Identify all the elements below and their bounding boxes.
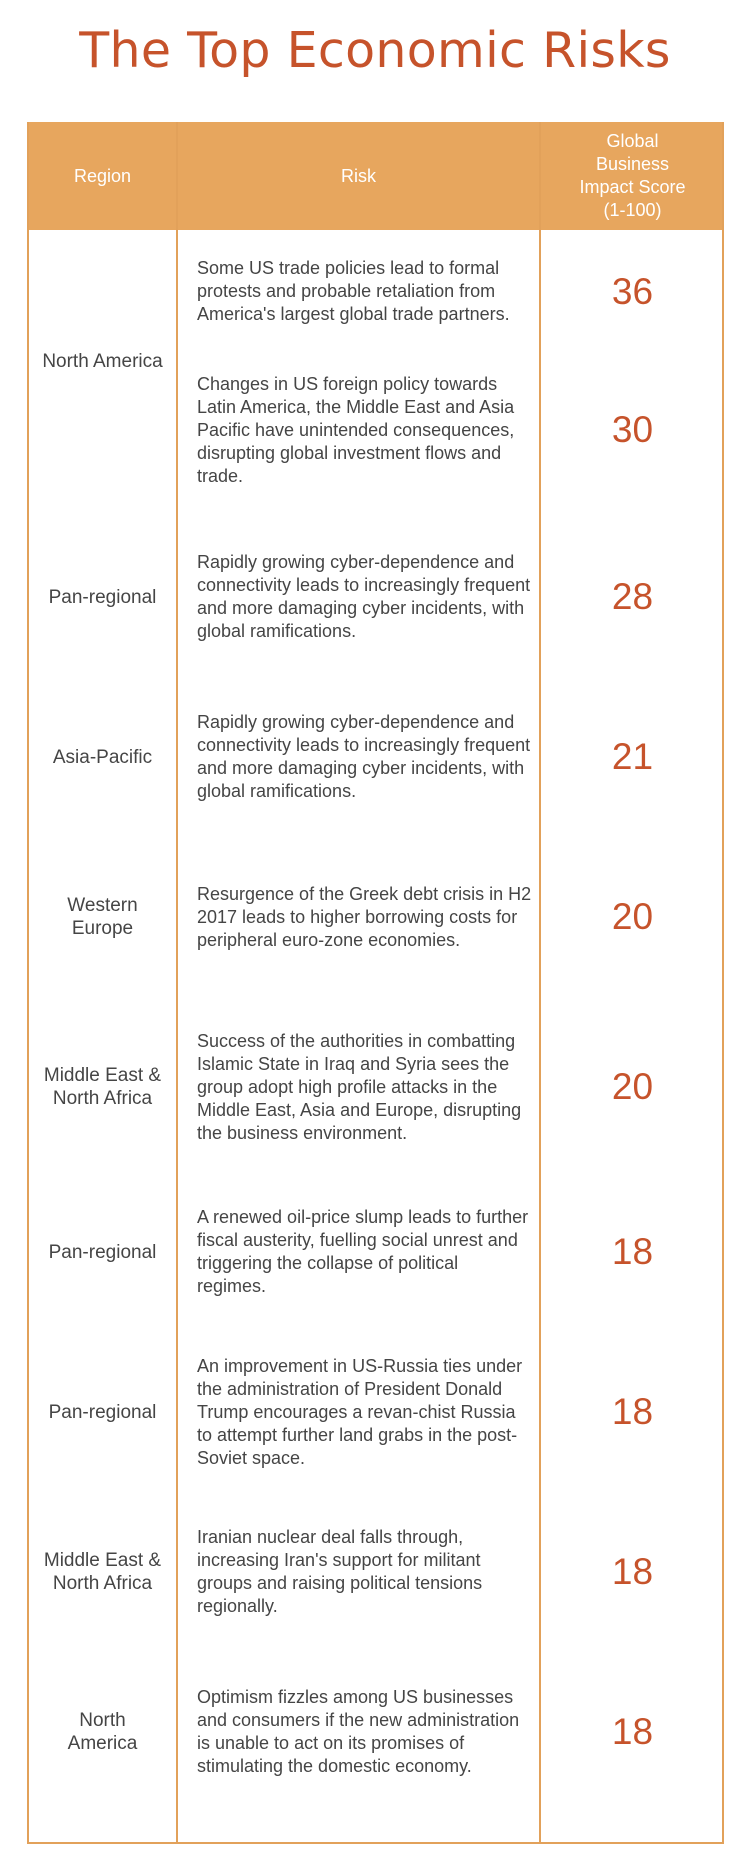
table-row [29, 1177, 722, 1327]
score-cell: 28 [611, 576, 654, 617]
table-row [29, 1002, 722, 1172]
risk-cell: Optimism fizzles among US businesses and consumers if the new administration is unable to act on its promises of stimulating the domestic economy. [197, 1687, 520, 1776]
score-cell: 18 [611, 1551, 654, 1592]
table-row [29, 682, 722, 832]
region-label: Western Europe [67, 895, 138, 939]
table-header [29, 122, 722, 230]
header-score-label: Global Business Impact Score (1-100) [579, 131, 686, 220]
region-cell [29, 842, 176, 992]
score-cell: 36 [611, 270, 654, 312]
risk-cell: Changes in US foreign policy towards Latin America, the Middle East and Asia Pacific have unintended consequences, disrupting global investment flows and trade. [197, 373, 515, 486]
region-cell: Pan-regional [48, 1241, 157, 1263]
region-cell: North America [42, 350, 163, 372]
region-cell: Middle East & North Africa [43, 1065, 162, 1109]
score-cell: 21 [611, 736, 654, 777]
region-cell: Asia-Pacific [52, 746, 153, 768]
risk-cell: Some US trade policies lead to formal protests and probable retaliation from America's largest global trade partners. [197, 258, 510, 324]
risk-cell: An improvement in US-Russia ties under the administration of President Donald Trump encourages a revan-chist Russia to attempt further land grabs in the post-Soviet space. [197, 1355, 523, 1468]
risk-cell: Success of the authorities in combatting Islamic State in Iraq and Syria sees the group adopt high profile attacks in the Middle East, Asia and Europe, disrupting the business environment. [197, 1030, 522, 1143]
score-cell: 30 [611, 409, 654, 450]
score-cell: 20 [611, 1066, 654, 1107]
page-title: The Top Economic Risks [79, 22, 671, 79]
table-row [29, 522, 722, 672]
table-row [29, 355, 722, 505]
score-cell: 20 [611, 896, 654, 937]
table-row [29, 230, 722, 353]
score-cell: 18 [611, 1391, 654, 1432]
risk-cell: Resurgence of the Greek debt crisis in H2 2017 leads to higher borrowing costs for peripheral euro-zone economies. [197, 883, 532, 950]
score-cell: 18 [611, 1231, 654, 1272]
risk-cell: Iranian nuclear deal falls through, increasing Iran's support for militant groups and raising political tensions regionally. [197, 1527, 483, 1616]
risk-cell: Rapidly growing cyber-dependence and connectivity leads to increasingly frequent and more damaging cyber incidents, with global ramifications. [197, 712, 531, 801]
risk-table [27, 122, 724, 1844]
table-row [29, 1657, 722, 1807]
region-cell: Pan-regional [48, 1401, 157, 1423]
header-region [29, 122, 176, 230]
score-cell: 18 [611, 1711, 654, 1752]
header-score [541, 122, 724, 230]
region-cell [29, 1657, 176, 1807]
header-region-label: Region [73, 165, 132, 186]
region-cell: Middle East & North Africa [43, 1550, 162, 1594]
header-risk [178, 122, 539, 230]
table-row [29, 1337, 722, 1487]
region-cell: Pan-regional [48, 586, 157, 608]
table-row [29, 1497, 722, 1647]
table-row [29, 842, 722, 992]
header-risk-label: Risk [341, 165, 376, 186]
risk-cell: A renewed oil-price slump leads to further fiscal austerity, fuelling social unrest and triggering the collapse of political regimes. [197, 1207, 529, 1296]
region-label: North America [67, 1710, 138, 1754]
risk-cell: Rapidly growing cyber-dependence and connectivity leads to increasingly frequent and more damaging cyber incidents, with global ramifications. [197, 552, 531, 641]
